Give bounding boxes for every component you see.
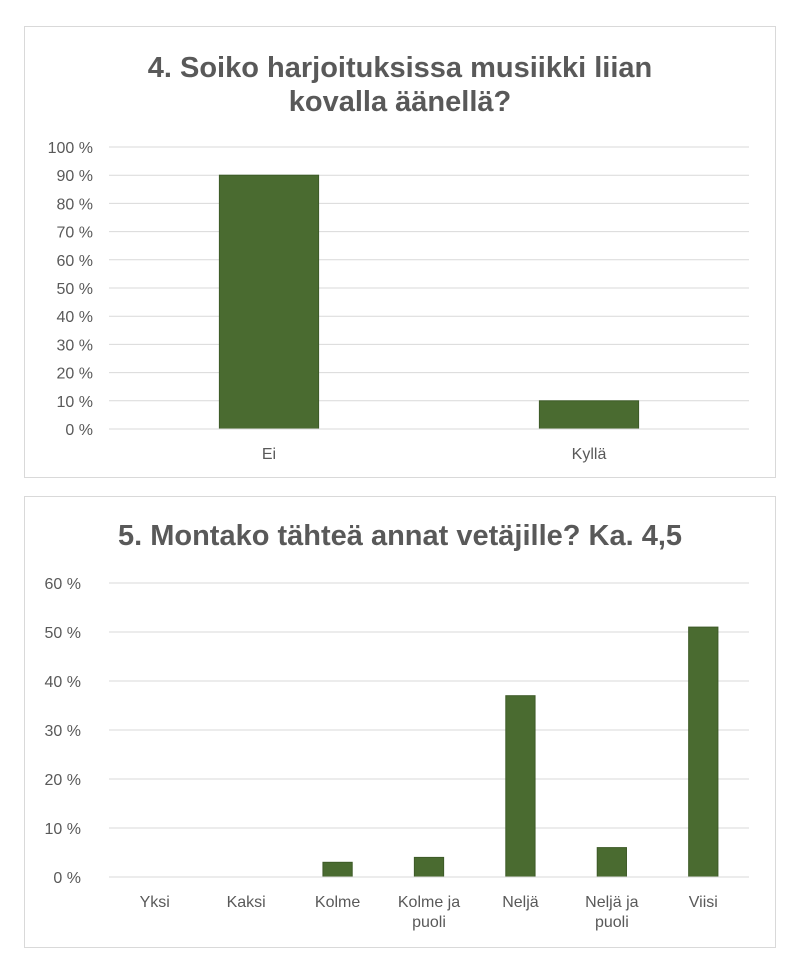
x-category-label: Kaksi	[226, 894, 266, 911]
bar-0	[219, 175, 318, 429]
bar-chart-q4	[25, 27, 777, 479]
y-tick-label: 0 %	[53, 870, 81, 887]
x-category-label: Viisi	[688, 894, 718, 911]
y-tick-label: 30 %	[44, 723, 81, 740]
y-tick-label: 50 %	[44, 625, 81, 642]
y-tick-label: 20 %	[44, 772, 81, 789]
x-category-label: Yksi	[139, 894, 170, 911]
y-tick-label: 50 %	[56, 281, 93, 298]
x-category-label: Neljä	[502, 894, 539, 911]
x-category-label: puoli	[594, 914, 629, 931]
y-tick-label: 100 %	[47, 140, 93, 157]
chart-title-q4-line-2: kovalla äänellä?	[288, 86, 512, 118]
y-tick-label: 70 %	[56, 224, 93, 242]
y-tick-label: 60 %	[44, 576, 81, 593]
x-category-label: Neljä ja	[585, 894, 639, 911]
chart-title-q5-line-1: 5. Montako tähteä annat vetäjille? Ka. 4,5	[117, 520, 683, 552]
y-tick-label: 80 %	[56, 196, 93, 214]
y-tick-label: 10 %	[56, 393, 93, 411]
x-category-label: Kyllä	[571, 446, 607, 463]
bar-1	[539, 401, 638, 429]
y-tick-label: 10 %	[44, 821, 81, 838]
y-tick-label: 90 %	[56, 168, 93, 186]
y-tick-label: 30 %	[56, 337, 93, 355]
bar-6	[689, 627, 718, 877]
x-category-label: Kolme ja	[397, 894, 461, 911]
bar-3	[414, 857, 443, 877]
x-category-label: Kolme	[314, 894, 361, 911]
bar-2	[323, 862, 352, 877]
chart-panel-q5	[24, 496, 776, 948]
bar-5	[597, 848, 626, 877]
y-tick-label: 0 %	[65, 422, 93, 439]
x-category-label: Ei	[261, 446, 277, 463]
y-tick-label: 60 %	[56, 252, 93, 270]
y-tick-label: 40 %	[44, 674, 81, 691]
chart-panel-q4	[24, 26, 776, 478]
y-tick-label: 20 %	[56, 365, 93, 383]
x-category-label: puoli	[412, 914, 446, 931]
y-tick-label: 40 %	[56, 309, 93, 327]
bar-chart-q5	[25, 497, 777, 949]
chart-title-q4-line-1: 4. Soiko harjoituksissa musiikki liian	[147, 52, 653, 84]
bar-4	[506, 696, 535, 877]
